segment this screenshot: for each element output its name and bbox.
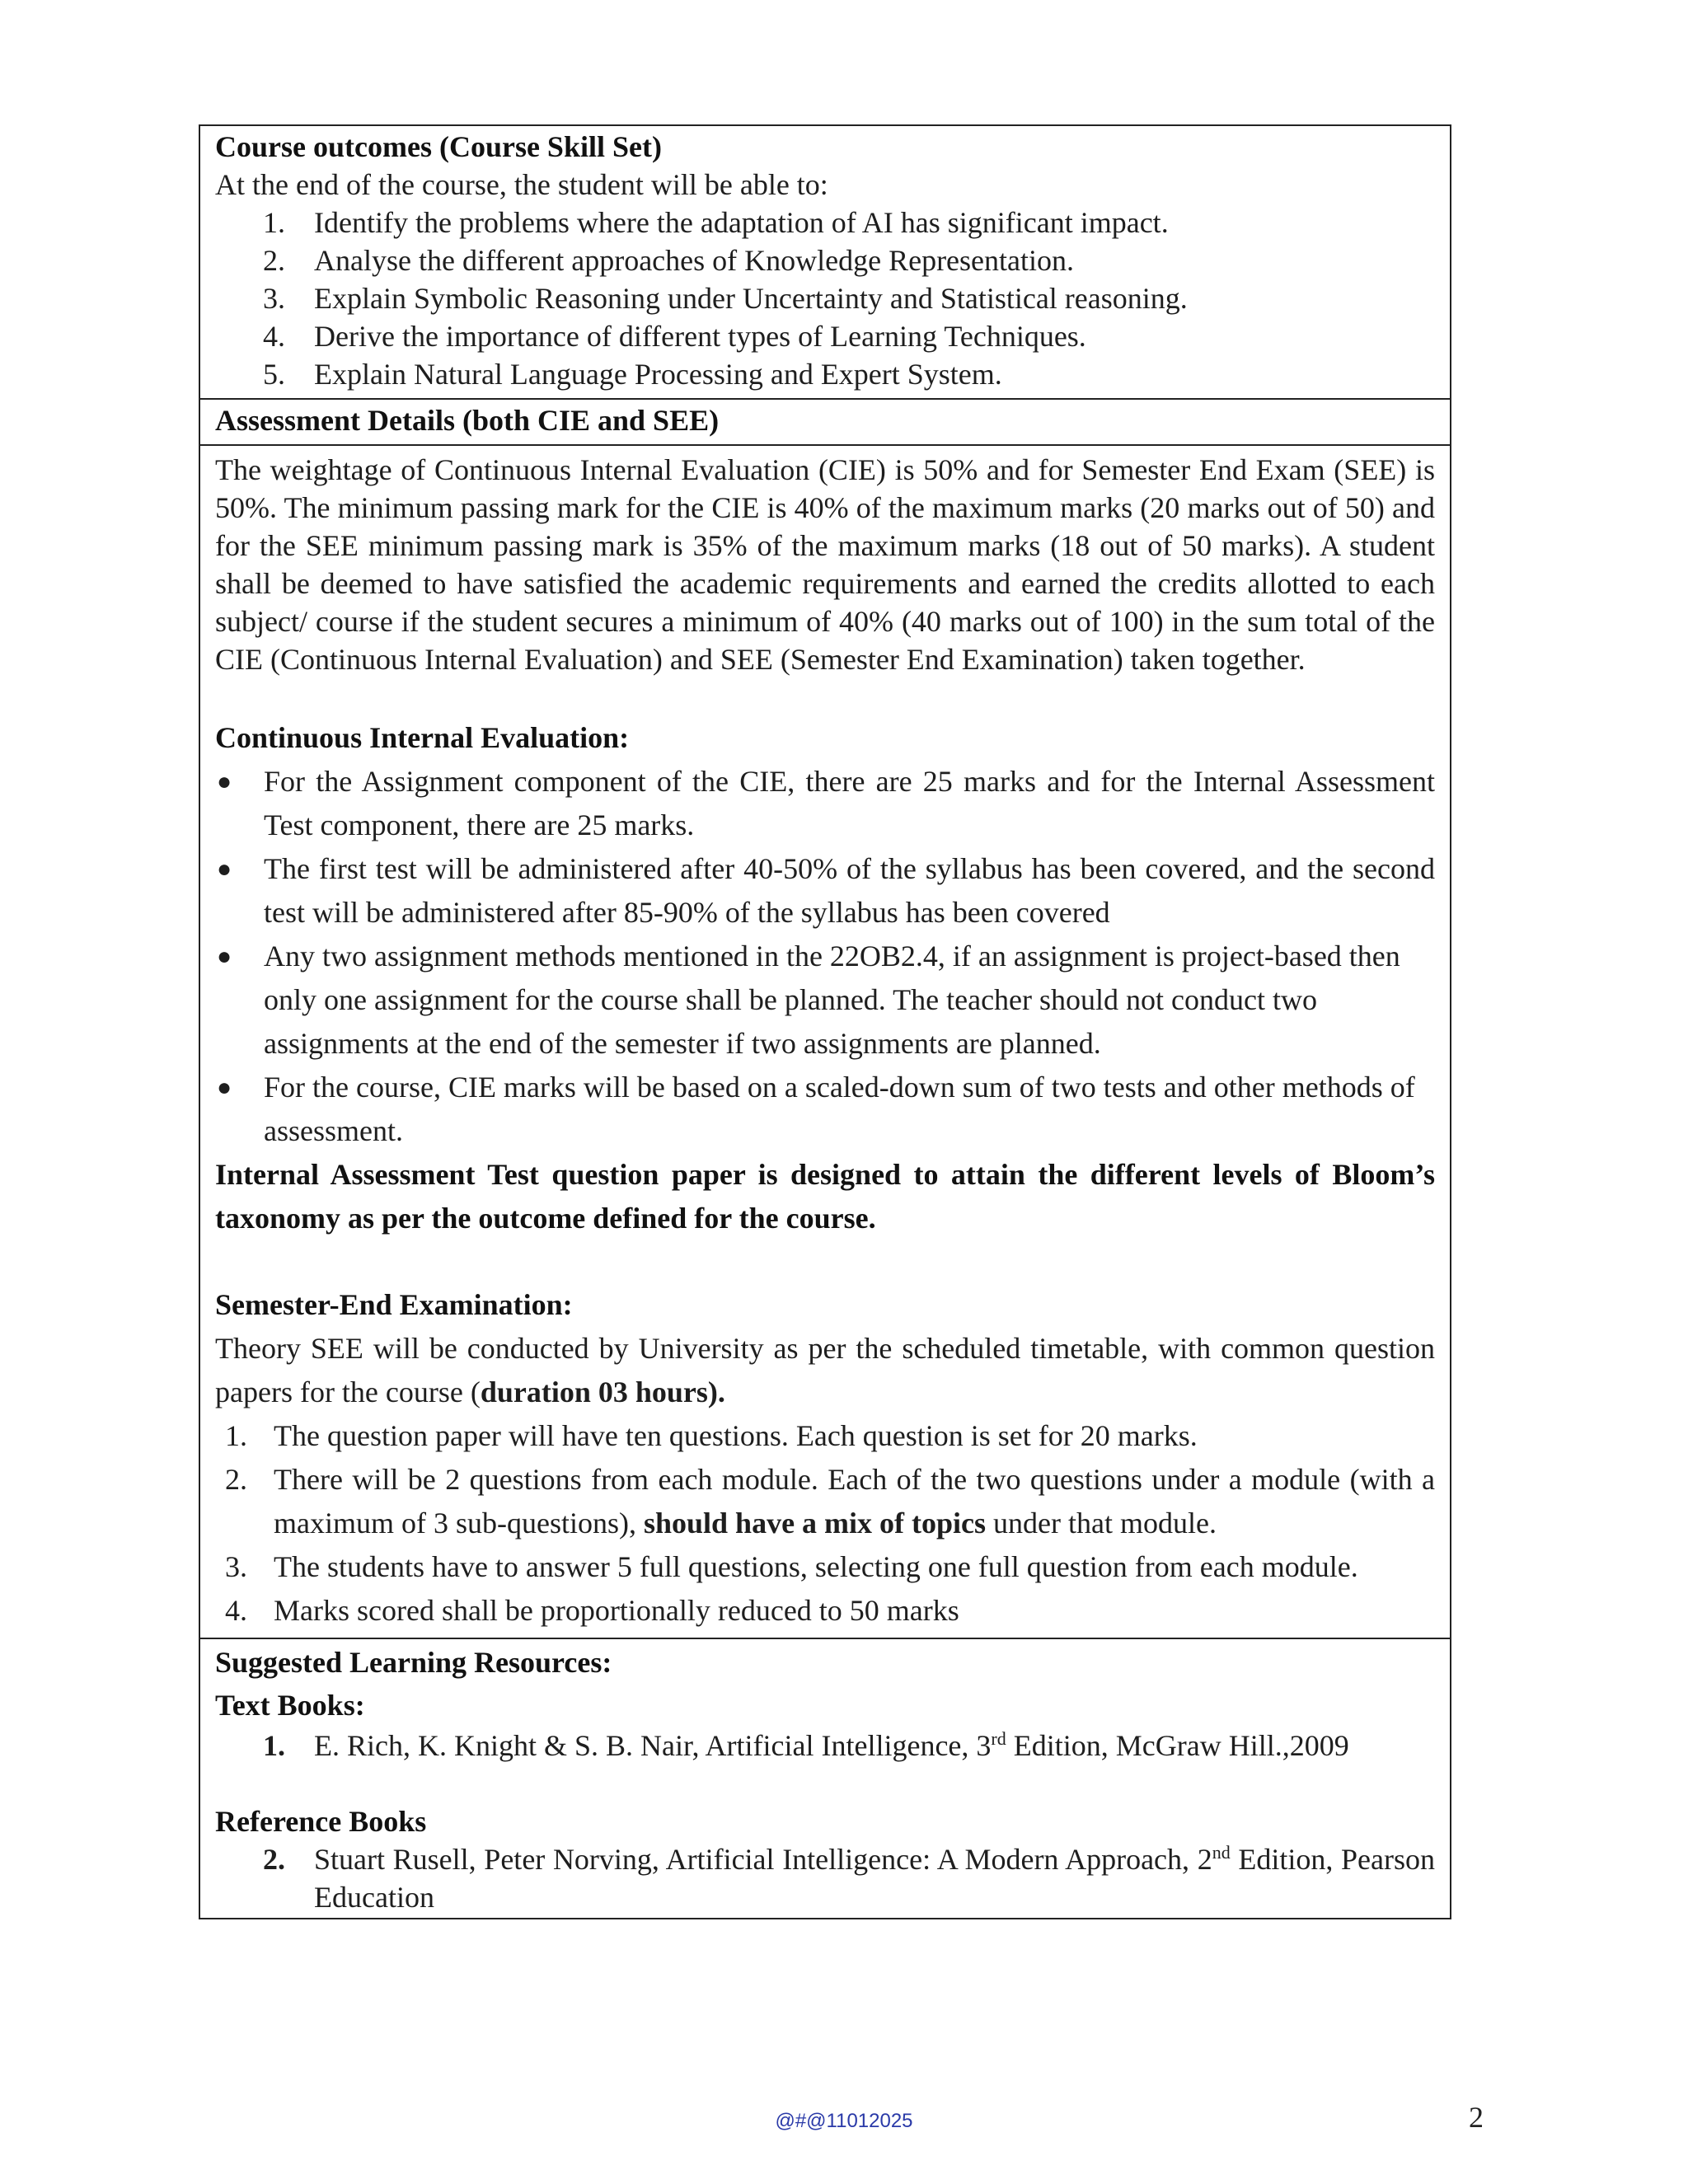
see-heading: Semester-End Examination: bbox=[215, 1288, 573, 1321]
syllabus-table bbox=[199, 124, 1451, 1919]
list-item bbox=[215, 317, 1435, 355]
bullet-dot: ● bbox=[217, 943, 232, 970]
list-text: For the Assignment component of the CIE, there are 25 marks and for the Internal Assessment Test component, there are 25 marks. bbox=[264, 765, 1435, 841]
list-item bbox=[215, 760, 1435, 847]
course-outcomes-heading: Course outcomes (Course Skill Set) bbox=[215, 130, 662, 163]
superscript: nd bbox=[1212, 1842, 1231, 1863]
learning-resources-section bbox=[200, 1638, 1450, 1918]
list-text: The first test will be administered after 40-50% of the syllabus has been covered, and the second test will be administered after 85-90% of the syllabus has been covered bbox=[264, 852, 1435, 929]
list-text: There will be 2 questions from each module. Each of the two questions under a module (with a maximum of 3 sub-questions), bbox=[274, 1463, 1435, 1540]
resources-heading: Suggested Learning Resources: bbox=[215, 1646, 612, 1679]
list-number: 2. bbox=[263, 244, 285, 277]
course-outcomes-list bbox=[215, 204, 1435, 393]
list-text: Derive the importance of different types of Learning Techniques. bbox=[314, 320, 1086, 353]
page-number: 2 bbox=[1469, 2101, 1484, 2134]
list-text: The students have to answer 5 full questions, selecting one full question from each module. bbox=[274, 1550, 1358, 1583]
list-item bbox=[215, 355, 1435, 393]
list-text-bold: should have a mix of topics bbox=[643, 1507, 987, 1540]
list-number: 2. bbox=[263, 1843, 285, 1876]
list-number: 1. bbox=[263, 206, 285, 239]
list-text: Explain Natural Language Processing and Expert System. bbox=[314, 358, 1002, 391]
list-item bbox=[215, 1414, 1435, 1458]
list-number: 2. bbox=[225, 1463, 247, 1496]
cie-heading: Continuous Internal Evaluation: bbox=[215, 721, 630, 754]
list-item bbox=[215, 1066, 1435, 1153]
list-text: Identify the problems where the adaptation of AI has significant impact. bbox=[314, 206, 1169, 239]
bullet-dot: ● bbox=[217, 768, 232, 795]
list-number: 5. bbox=[263, 358, 285, 391]
footer-code: @#@11012025 bbox=[775, 2110, 913, 2132]
list-item bbox=[215, 847, 1435, 935]
list-number: 3. bbox=[225, 1550, 247, 1583]
assessment-heading: Assessment Details (both CIE and SEE) bbox=[215, 404, 720, 437]
list-item bbox=[215, 1727, 1435, 1765]
list-item bbox=[215, 241, 1435, 279]
list-text: Any two assignment methods mentioned in the 22OB2.4, if an assignment is project-based then only one assignment for the course shall be planned. The teacher should not conduct two assignments at the end of the semester if two assignments are planned. bbox=[264, 940, 1400, 1060]
list-number: 3. bbox=[263, 282, 285, 315]
cie-bold-note: Internal Assessment Test question paper is designed to attain the different levels of Bloom’s taxonomy as per the outcome defined for the course. bbox=[215, 1158, 1435, 1235]
list-item bbox=[215, 279, 1435, 317]
list-item bbox=[215, 1545, 1435, 1589]
list-item bbox=[215, 1840, 1435, 1916]
list-number: 1. bbox=[225, 1419, 247, 1452]
list-text: Edition, McGraw Hill.,2009 bbox=[1006, 1729, 1349, 1762]
reference-books-list bbox=[215, 1840, 1435, 1916]
bullet-dot: ● bbox=[217, 1074, 232, 1101]
list-number: 4. bbox=[225, 1594, 247, 1627]
see-intro-text: Theory SEE will be conducted by University as per the scheduled timetable, with common question papers for the course ( bbox=[215, 1332, 1435, 1408]
list-text: E. Rich, K. Knight & S. B. Nair, Artificial Intelligence, 3 bbox=[314, 1729, 992, 1762]
list-number: 1. bbox=[263, 1729, 285, 1762]
list-item bbox=[215, 1458, 1435, 1545]
list-text: Analyse the different approaches of Knowledge Representation. bbox=[314, 244, 1075, 277]
see-list bbox=[215, 1414, 1435, 1633]
list-text: Edition, Pearson Education bbox=[314, 1843, 1435, 1914]
superscript: rd bbox=[991, 1728, 1006, 1749]
list-item bbox=[215, 935, 1435, 1066]
assessment-heading-row bbox=[200, 398, 1450, 444]
course-outcomes-intro: At the end of the course, the student will be able to: bbox=[215, 168, 828, 201]
course-outcomes-section bbox=[200, 126, 1450, 398]
list-text: under that module. bbox=[986, 1507, 1217, 1540]
bullet-dot: ● bbox=[217, 855, 232, 883]
assessment-paragraph: The weightage of Continuous Internal Evaluation (CIE) is 50% and for Semester End Exam (SEE) is 50%. The minimum passing mark for the CIE is 40% of the maximum marks (20 marks out of 50) and for the SEE minimum passing mark is 35% of the maximum marks (18 out of 50 marks). A student shall be deemed to have satisfied the academic requirements and earned the credits allotted to each subject/ course if the student secures a minimum of 40% (40 marks out of 100) in the sum total of the CIE (Continuous Internal Evaluation) and SEE (Semester End Examination) taken together. bbox=[215, 453, 1435, 676]
list-text: Explain Symbolic Reasoning under Uncertainty and Statistical reasoning. bbox=[314, 282, 1188, 315]
list-text: For the course, CIE marks will be based on a scaled-down sum of two tests and other methods of assessment. bbox=[264, 1071, 1415, 1147]
list-item bbox=[215, 204, 1435, 241]
text-books-list bbox=[215, 1727, 1435, 1765]
list-number: 4. bbox=[263, 320, 285, 353]
list-text: Marks scored shall be proportionally reduced to 50 marks bbox=[274, 1594, 959, 1627]
see-intro bbox=[215, 1327, 1435, 1414]
assessment-details-section bbox=[200, 444, 1450, 1638]
list-item bbox=[215, 1589, 1435, 1633]
list-text: Stuart Rusell, Peter Norving, Artificial Intelligence: A Modern Approach, 2 bbox=[314, 1843, 1212, 1876]
reference-books-heading: Reference Books bbox=[215, 1805, 427, 1838]
cie-bullet-list bbox=[215, 760, 1435, 1153]
list-text: The question paper will have ten questions. Each question is set for 20 marks. bbox=[274, 1419, 1198, 1452]
see-duration: duration 03 hours). bbox=[480, 1376, 725, 1408]
text-books-heading: Text Books: bbox=[215, 1689, 365, 1722]
